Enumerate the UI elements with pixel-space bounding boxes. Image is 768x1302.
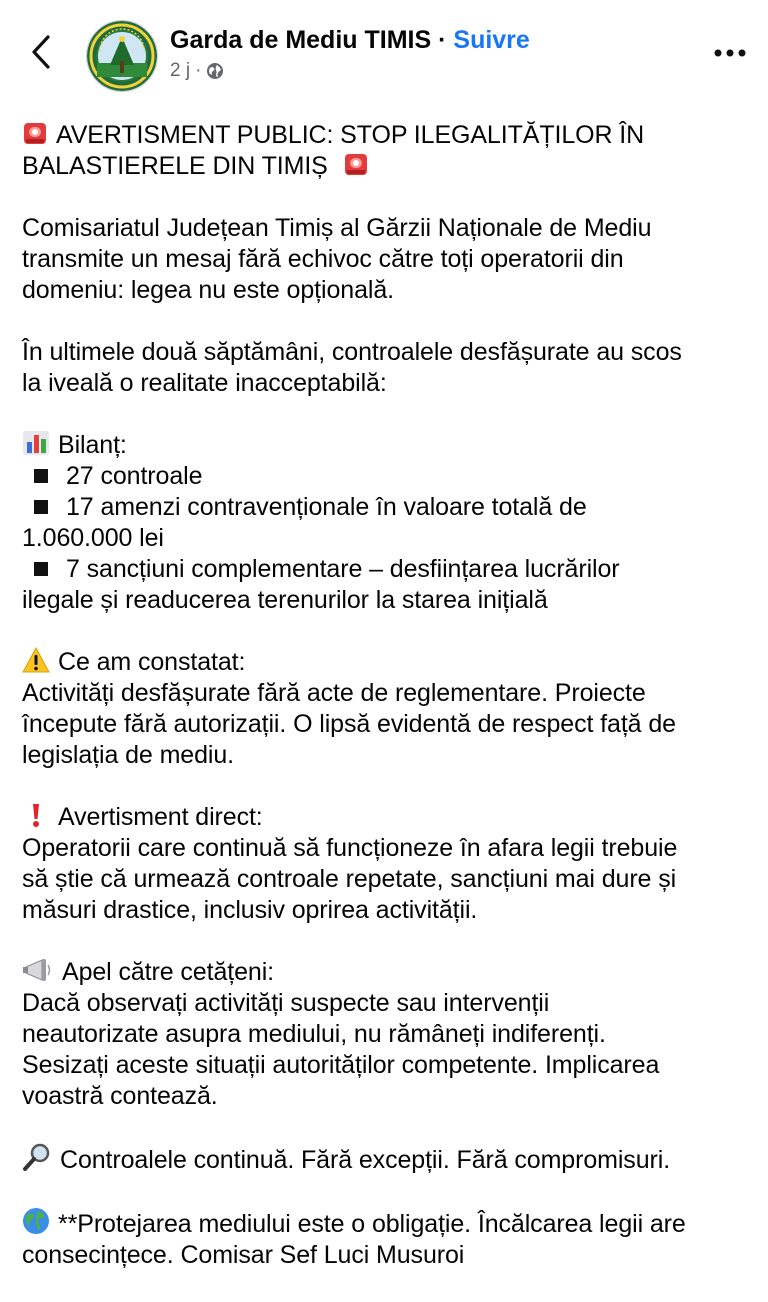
globe-earth-icon — [22, 1207, 50, 1235]
more-options-button[interactable] — [712, 40, 748, 66]
page-avatar[interactable] — [86, 20, 158, 92]
follow-button[interactable]: Suivre — [453, 26, 530, 54]
magnifier-icon — [22, 1143, 52, 1171]
police-light-icon — [343, 151, 369, 177]
megaphone-icon — [22, 957, 54, 983]
exclamation-icon — [22, 802, 50, 828]
more-horizontal-icon — [714, 49, 746, 57]
post-body — [22, 120, 752, 1271]
closing-section: **Protejarea mediului este o obligație. Încălcarea legii are consecințece. Comisar Sef Luci Musuroi — [22, 1207, 752, 1271]
globe-icon — [206, 62, 224, 80]
name-separator: · — [438, 26, 447, 54]
warning-icon — [22, 647, 50, 673]
intro-paragraph: Comisariatul Județean Timiș al Gărzii Naționale de Mediu transmite un mesaj fără echivoc către toți operatorii din domeniu: legea nu este opțională. — [22, 214, 652, 304]
post-time[interactable]: 2 j — [170, 60, 191, 81]
meta-separator: · — [195, 60, 202, 81]
context-paragraph: În ultimele două săptămâni, controalele desfășurate au scos la iveală o realitate inacceptabilă: — [22, 338, 682, 397]
square-bullet-icon — [34, 469, 48, 483]
square-bullet-icon — [34, 500, 48, 514]
square-bullet-icon — [34, 562, 48, 576]
chevron-left-icon — [30, 34, 52, 70]
avertisment-section: Avertisment direct: Operatorii care continuă să funcționeze în afara legii trebuie să știe că urmează controale repetate, sancțiuni mai dure și măsuri drastice, inclusiv oprirea activității. — [22, 803, 678, 924]
post-title: AVERTISMENT PUBLIC: STOP ILEGALITĂȚILOR ÎN BALASTIERELE DIN TIMIȘ — [22, 121, 645, 180]
post-meta — [170, 60, 224, 82]
bilant-section: Bilanț: 27 controale 17 amenzi contravenționale în valoare totală de 1.060.000 lei 7 sancțiuni complementare – desființarea lucrărilor ilegale și readucerea terenurilor la starea inițială — [22, 431, 620, 614]
apel-section: Apel către cetățeni: Dacă observați activități suspecte sau intervenții neautorizate asupra mediului, nu rămâneți indiferenți. Sesizați aceste situații autorităților competente. Implicarea voastră contează. — [22, 958, 660, 1110]
bar-chart-icon — [22, 430, 50, 456]
constat-section: Ce am constatat: Activități desfășurate fără acte de reglementare. Proiecte începute fără autorizații. O lipsă evidentă de respect față de legislația de mediu. — [22, 648, 676, 769]
police-light-icon — [22, 120, 48, 146]
page-name-link[interactable]: Garda de Mediu TIMIS — [170, 26, 432, 54]
control-line: Controalele continuă. Fără excepții. Fără compromisuri. — [22, 1143, 752, 1176]
logo-icon — [87, 21, 157, 91]
back-button[interactable] — [26, 32, 56, 72]
post-header — [0, 0, 768, 110]
signature: Comisar Sef Luci Musuroi — [180, 1241, 465, 1269]
page-title-row — [170, 24, 530, 56]
